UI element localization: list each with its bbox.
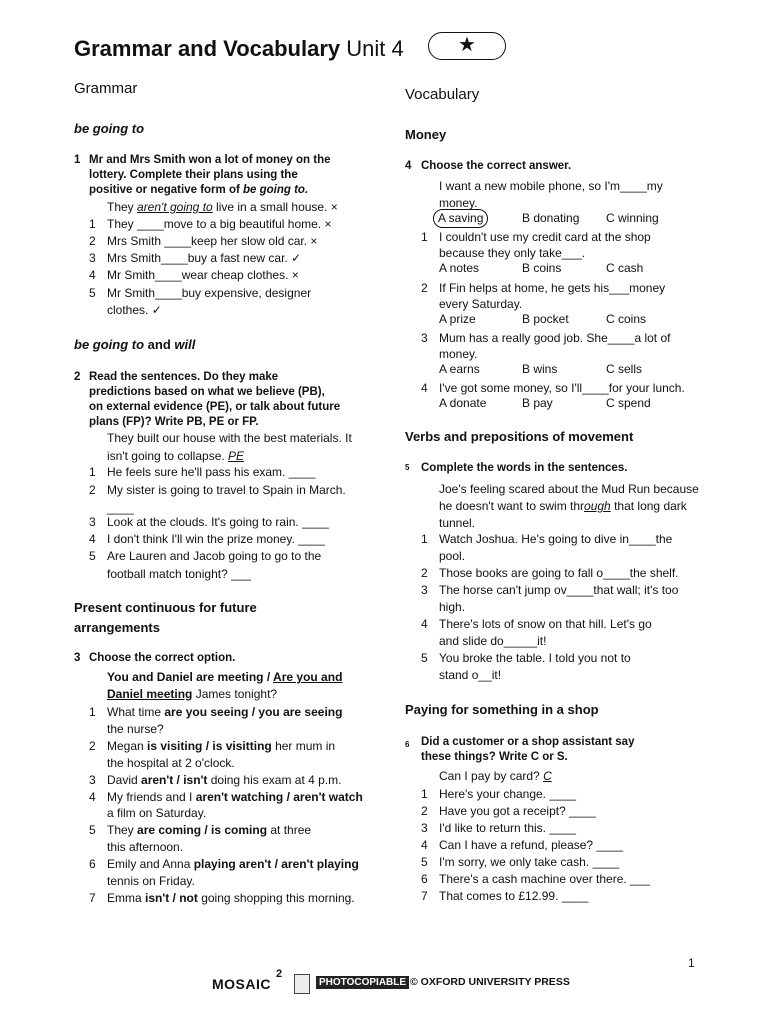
item-text: I couldn't use my credit card at the shop — [439, 230, 651, 244]
example-line: I want a new mobile phone, so I'm____my — [439, 179, 663, 193]
item-number: 1 — [421, 230, 428, 244]
item-text-post: going shopping this morning. — [197, 890, 355, 905]
q5-example — [439, 481, 699, 532]
item-options: aren't watching / aren't watch — [195, 789, 363, 804]
q2-line: on external evidence (PE), or talk about future — [89, 401, 341, 413]
ex-opt: You and Daniel are meeting / — [107, 670, 274, 684]
item-number: 5 — [89, 823, 96, 838]
item-number: 7 — [421, 889, 428, 903]
item-number: 2 — [421, 566, 428, 580]
movement-subheading: Verbs and prepositions of movement — [405, 429, 634, 444]
q2-line: Read the sentences. Do they make — [89, 371, 279, 383]
item-number: 3 — [89, 772, 96, 787]
item-text: There's a cash machine over there. ___ — [439, 872, 651, 886]
item-text — [107, 856, 359, 873]
option: B coins — [522, 261, 562, 275]
option: C coins — [606, 312, 647, 326]
item-options: playing aren't / aren't playing — [193, 857, 359, 872]
item-text-post: at three — [267, 823, 312, 838]
item-text-pre: What time — [107, 705, 165, 719]
item-text: They ____move to a big beautiful home. × — [107, 217, 332, 231]
ex-opt-answer: Daniel meeting — [107, 687, 193, 701]
item-number: 1 — [421, 787, 428, 801]
item-number: 2 — [421, 804, 428, 818]
q1-line: lottery. Complete their plans using the — [89, 169, 298, 181]
item-text — [107, 721, 164, 738]
item-number: 7 — [89, 890, 96, 905]
item-text: and slide do_____it! — [439, 634, 547, 648]
item-text-pre: Megan — [107, 738, 148, 753]
item-text: Mr Smith____wear cheap clothes. × — [107, 268, 299, 282]
page-title — [74, 36, 404, 62]
item-text: high. — [439, 600, 466, 614]
item-text: I'd like to return this. ____ — [439, 821, 577, 835]
level-badge — [428, 32, 506, 60]
q6-text — [421, 735, 634, 765]
item-text-post: doing his exam at 4 p.m. — [207, 772, 342, 787]
item-text-pre: David — [107, 772, 142, 787]
sub-line: arrangements — [74, 620, 160, 635]
q5-number: 5 — [405, 463, 410, 472]
q2-line: plans (FP)? Write PB, PE or FP. — [89, 416, 259, 428]
item-number: 3 — [421, 583, 428, 597]
example-line: money. — [439, 196, 478, 210]
example-answer: ough — [584, 499, 611, 513]
brand-logo: MOSAIC — [212, 976, 271, 992]
option: B donating — [522, 211, 580, 225]
item-text: because they only take___. — [439, 246, 586, 260]
item-number: 4 — [89, 789, 96, 804]
item-text: Watch Joshua. He's going to dive in____the — [439, 532, 673, 546]
example-answer: PE — [228, 449, 245, 463]
item-text: ____ — [107, 501, 134, 515]
q1-line: Mr and Mrs Smith won a lot of money on the — [89, 154, 331, 166]
q1-line-part: be going to. — [243, 184, 309, 196]
q3-text: Choose the correct option. — [89, 652, 236, 664]
item-text: Mrs Smith ____keep her slow old car. × — [107, 234, 318, 248]
q2-line: predictions based on what we believe (PB), — [89, 386, 325, 398]
brand-level: 2 — [276, 968, 283, 980]
item-text: football match tonight? ___ — [107, 567, 252, 581]
item-number: 3 — [89, 515, 96, 529]
option: B wins — [522, 362, 558, 376]
q5-text: Complete the words in the sentences. — [421, 462, 628, 474]
q2-number: 2 — [74, 371, 81, 383]
item-text — [107, 755, 235, 772]
option: A donate — [439, 396, 487, 410]
title-main: Grammar and Vocabulary — [74, 36, 341, 61]
q4-number: 4 — [405, 160, 412, 172]
q2-example — [107, 430, 352, 465]
item-text: Look at the clouds. It's going to rain. ____ — [107, 515, 329, 529]
example-line: he doesn't want to swim thr — [439, 499, 585, 513]
item-text-pre: the hospital at 2 o'clock. — [107, 755, 235, 770]
sec3-subheading — [74, 598, 257, 638]
sub-part: be going to — [74, 337, 145, 352]
q6-number: 6 — [405, 740, 410, 749]
publisher-label: © OXFORD UNIVERSITY PRESS — [410, 976, 570, 988]
sub-part: and — [144, 337, 175, 352]
example-line: isn't going to collapse. — [107, 449, 229, 463]
item-text-pre: Emily and Anna — [107, 857, 194, 872]
item-number: 6 — [421, 872, 428, 886]
item-number: 1 — [89, 465, 96, 479]
item-text: He feels sure he'll pass his exam. ____ — [107, 465, 316, 479]
option: A notes — [439, 261, 480, 275]
item-number: 4 — [421, 838, 428, 852]
item-number: 1 — [89, 705, 96, 719]
item-text: I don't think I'll win the prize money. ____ — [107, 532, 325, 546]
item-number: 4 — [89, 532, 96, 546]
item-text — [107, 738, 335, 755]
item-text-pre: They — [107, 823, 138, 838]
option: C cash — [606, 261, 644, 275]
photocopy-icon — [294, 974, 310, 994]
option: B pay — [522, 396, 553, 410]
option: C sells — [606, 362, 643, 376]
item-number: 2 — [89, 738, 96, 753]
q4-example — [439, 178, 663, 212]
sec2-subheading — [74, 337, 195, 352]
option: C spend — [606, 396, 651, 410]
item-text: There's lots of snow on that hill. Let's go — [439, 617, 652, 631]
item-number: 5 — [421, 855, 428, 869]
q1-line — [89, 183, 331, 198]
money-subheading: Money — [405, 127, 447, 142]
example-line: They built our house with the best materials. It — [107, 431, 352, 445]
item-number: 5 — [89, 286, 96, 300]
ex-rest: James tonight? — [192, 687, 278, 701]
option: A prize — [439, 312, 476, 326]
page-number: 1 — [688, 956, 695, 970]
item-text: If Fin helps at home, he gets his___money — [439, 281, 666, 295]
item-text: I've got some money, so I'll____for your lunch. — [439, 381, 685, 395]
item-text: You broke the table. I told you not to — [439, 651, 631, 665]
item-text — [107, 839, 183, 856]
item-text-pre: a film on Saturday. — [107, 806, 207, 821]
item-text: stand o__it! — [439, 668, 502, 682]
item-text-pre: the nurse? — [107, 721, 164, 736]
item-text-post: her mum in — [271, 738, 336, 753]
item-number: 6 — [89, 857, 96, 872]
shop-subheading: Paying for something in a shop — [405, 702, 599, 717]
item-number: 4 — [89, 268, 96, 282]
item-number: 1 — [421, 532, 428, 546]
title-unit: Unit 4 — [346, 36, 404, 61]
q4-example-options — [433, 209, 488, 228]
option: C winning — [606, 211, 659, 225]
item-text — [107, 873, 195, 890]
example-answer: C — [543, 769, 552, 783]
example-answer: aren't going to — [137, 200, 213, 214]
sub-part: will — [174, 337, 196, 352]
item-options: are coming / is coming — [137, 823, 268, 838]
item-text-pre: tennis on Friday. — [107, 874, 195, 888]
q1-example — [107, 199, 338, 216]
example-pre: Can I pay by card? — [439, 769, 544, 783]
item-text: Here's your change. ____ — [439, 787, 577, 801]
q3-example — [107, 669, 342, 703]
option: B pocket — [522, 312, 569, 326]
sub-line: Present continuous for future — [74, 600, 257, 615]
item-text: clothes. ✓ — [107, 303, 162, 317]
item-text-pre: My friends and I — [107, 789, 196, 804]
item-number: 2 — [421, 281, 428, 295]
example-line: that long dark — [610, 499, 687, 513]
grammar-heading: Grammar — [74, 80, 138, 97]
item-text: every Saturday. — [439, 297, 523, 311]
item-options: is visiting / is visitting — [147, 738, 272, 753]
answer-circled: A saving — [433, 209, 488, 228]
item-text: Mrs Smith____buy a fast new car. ✓ — [107, 251, 302, 265]
vocabulary-heading: Vocabulary — [405, 86, 480, 103]
q1-number: 1 — [74, 154, 81, 166]
item-text: Have you got a receipt? ____ — [439, 804, 596, 818]
item-text: The horse can't jump ov____that wall; it's too — [439, 583, 679, 597]
item-text: Mr Smith____buy expensive, designer — [107, 286, 312, 300]
q1-line-part: positive or negative form of — [89, 184, 243, 196]
example-pre: They — [107, 200, 138, 214]
item-number: 3 — [421, 821, 428, 835]
item-text — [107, 822, 311, 839]
item-text: money. — [439, 347, 478, 361]
footer — [212, 968, 572, 998]
item-number: 2 — [89, 234, 96, 248]
item-text: Those books are going to fall o____the shelf. — [439, 566, 679, 580]
q6-line: these things? Write C or S. — [421, 751, 568, 763]
example-line: tunnel. — [439, 516, 476, 530]
option: A earns — [439, 362, 480, 376]
q1-text — [89, 153, 331, 198]
item-text: Can I have a refund, please? ____ — [439, 838, 624, 852]
item-text-pre: this afternoon. — [107, 840, 184, 855]
item-text-pre: Emma — [107, 890, 146, 905]
item-text — [107, 805, 206, 822]
item-text — [107, 704, 342, 721]
example-post: live in a small house. × — [212, 200, 338, 214]
item-text: Are Lauren and Jacob going to go to the — [107, 549, 322, 563]
q3-number: 3 — [74, 652, 81, 664]
item-number: 4 — [421, 617, 428, 631]
item-text: My sister is going to travel to Spain in March. — [107, 483, 346, 497]
ex-opt-answer: Are you and — [273, 670, 343, 684]
item-options: isn't / not — [145, 890, 198, 905]
item-text — [107, 789, 363, 806]
q6-example — [439, 768, 552, 785]
item-text: I'm sorry, we only take cash. ____ — [439, 855, 620, 869]
item-text — [107, 890, 355, 907]
photocopiable-label: PHOTOCOPIABLE — [316, 976, 409, 989]
item-number: 3 — [89, 251, 96, 265]
item-text — [107, 772, 341, 789]
item-options: are you seeing / you are seeing — [164, 705, 343, 719]
item-text: That comes to £12.99. ____ — [439, 889, 589, 903]
item-number: 4 — [421, 381, 428, 395]
item-number: 1 — [89, 217, 96, 231]
item-number: 3 — [421, 331, 428, 345]
q6-line: Did a customer or a shop assistant say — [421, 736, 635, 748]
star-icon: ★ — [458, 34, 476, 56]
item-text: pool. — [439, 549, 466, 563]
item-options: aren't / isn't — [141, 772, 208, 787]
q2-text — [89, 370, 340, 430]
sec1-subheading: be going to — [74, 121, 145, 136]
item-number: 5 — [89, 549, 96, 563]
q4-text: Choose the correct answer. — [421, 160, 572, 172]
example-line: Joe's feeling scared about the Mud Run because — [439, 482, 699, 496]
item-number: 5 — [421, 651, 428, 665]
item-number: 2 — [89, 483, 96, 497]
item-text: Mum has a really good job. She____a lot of — [439, 331, 671, 345]
